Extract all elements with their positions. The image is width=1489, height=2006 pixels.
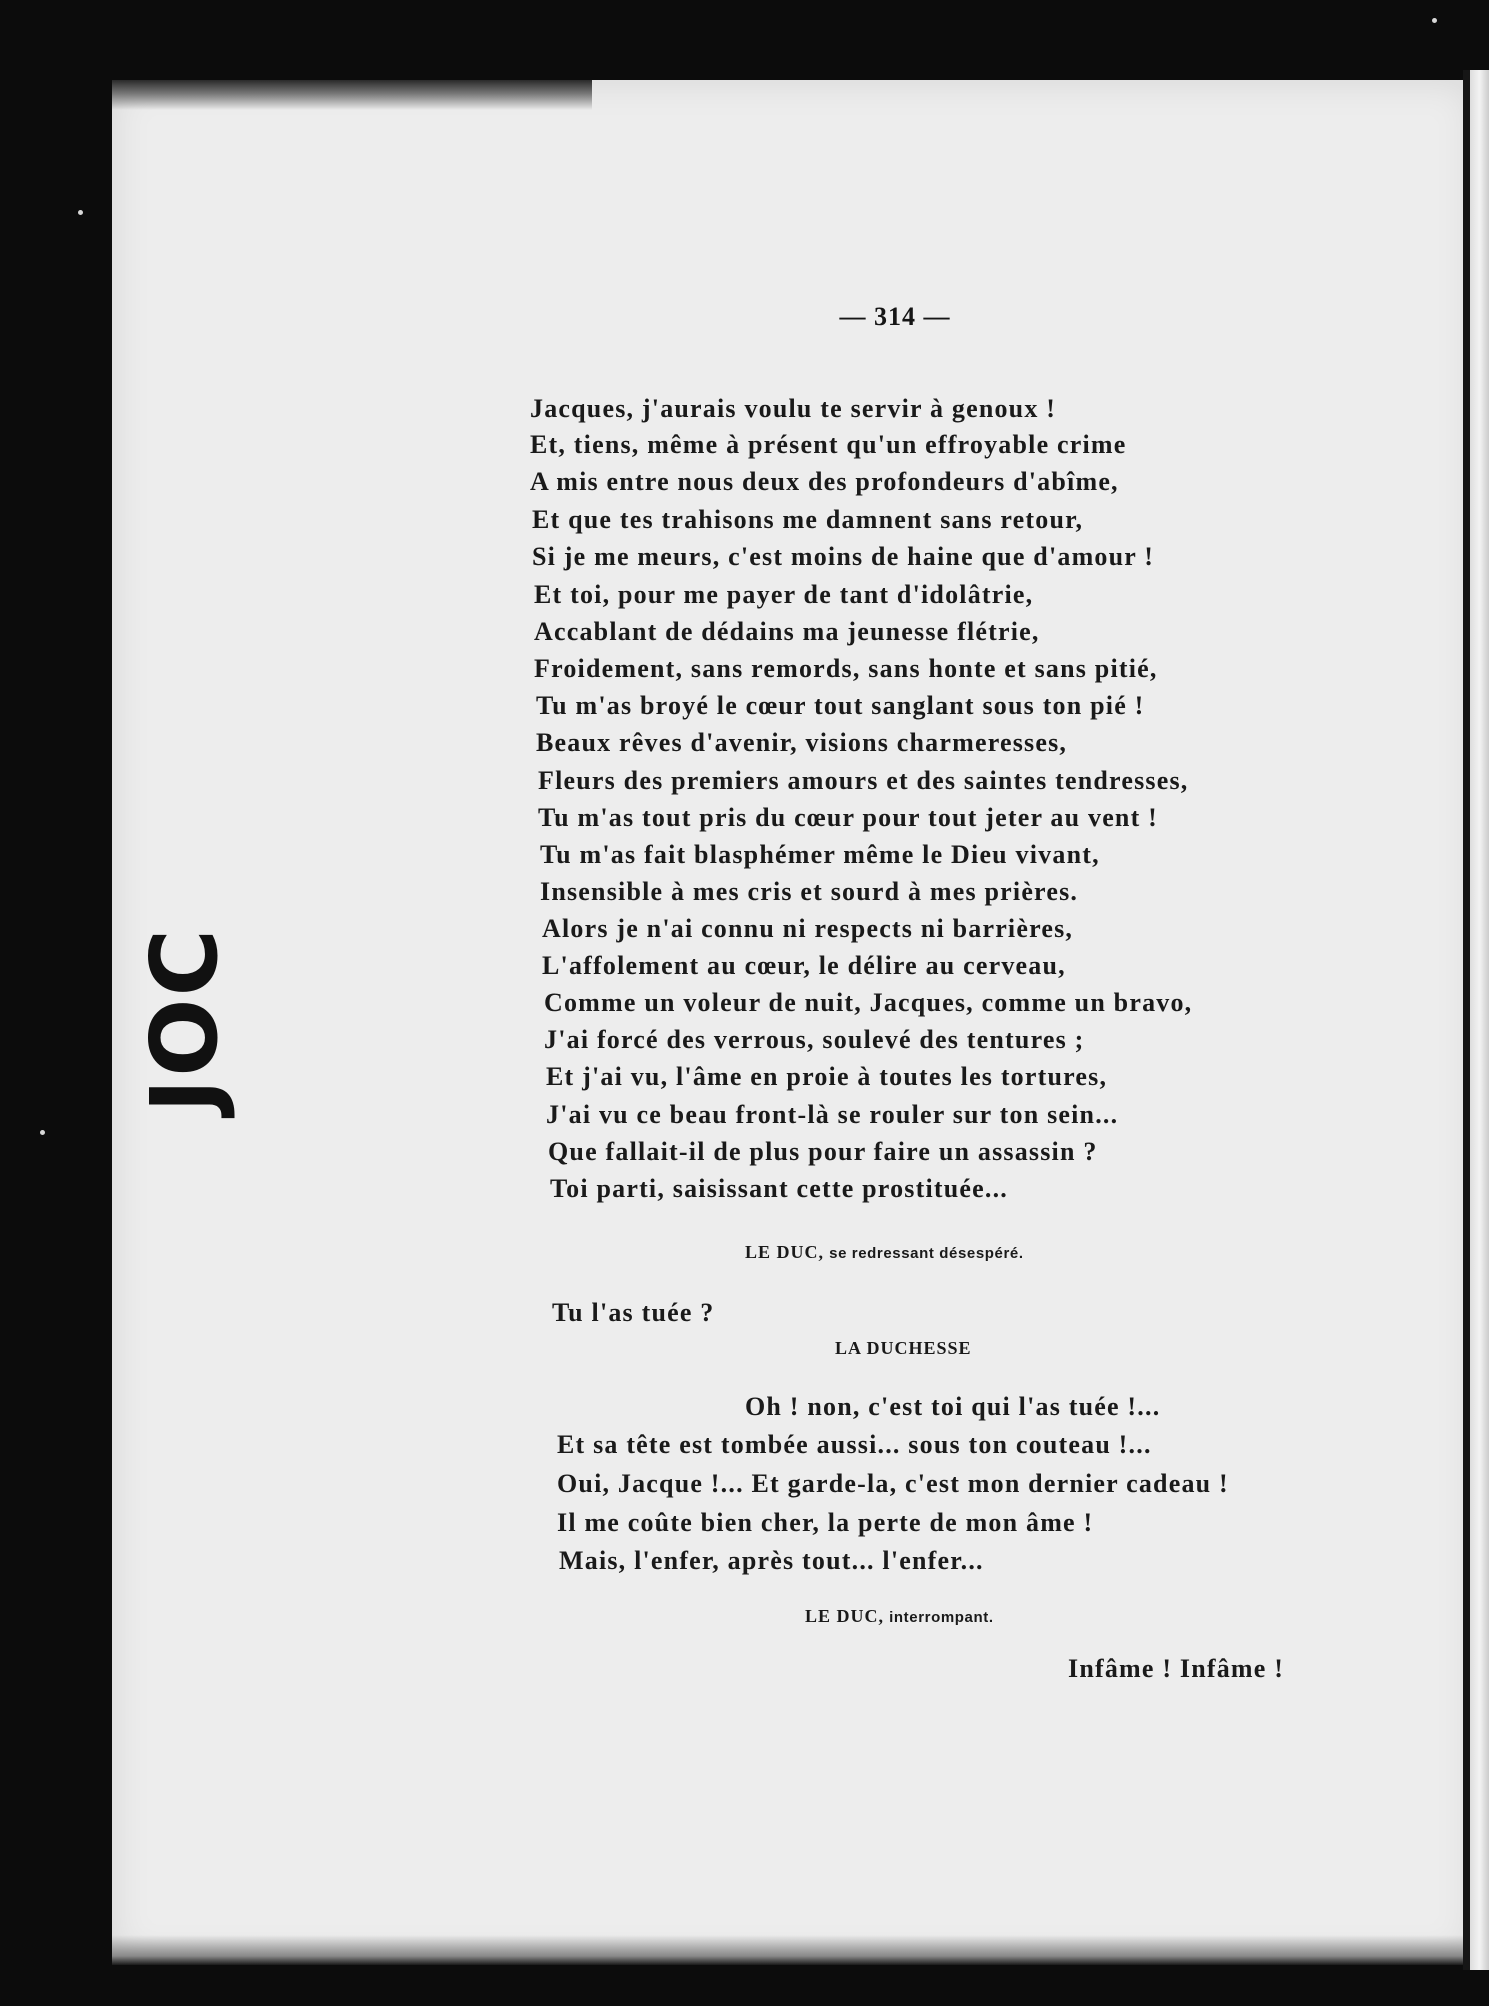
verse-line: Froidement, sans remords, sans honte et sans pitié, — [534, 654, 1158, 683]
speaker-heading — [835, 1338, 972, 1359]
verse-line: J'ai forcé des verrous, soulevé des tentures ; — [544, 1025, 1085, 1054]
speaker-name: LE DUC, — [805, 1606, 885, 1626]
page-bottom-shadow — [112, 1935, 1474, 1965]
verse-line: L'affolement au cœur, le délire au cerveau, — [542, 951, 1066, 980]
verse-line: Et toi, pour me payer de tant d'idolâtrie, — [534, 580, 1034, 609]
dialogue-line: Infâme ! Infâme ! — [1068, 1654, 1285, 1683]
stage-direction-text: interrompant. — [889, 1609, 994, 1626]
stage-direction-text: se redressant désespéré. — [829, 1245, 1024, 1262]
verse-line: Et j'ai vu, l'âme en proie à toutes les tortures, — [546, 1062, 1108, 1091]
dialogue-line: Tu l'as tuée ? — [552, 1298, 715, 1327]
verse-line: Alors je n'ai connu ni respects ni barrières, — [542, 914, 1074, 943]
verse-line: Accablant de dédains ma jeunesse flétrie, — [534, 617, 1040, 646]
verse-line: Comme un voleur de nuit, Jacques, comme un bravo, — [544, 988, 1193, 1017]
page-top-shadow — [112, 80, 592, 110]
dust-speck — [78, 210, 83, 215]
page-right-edge — [1470, 70, 1489, 1970]
verse-line: Mais, l'enfer, après tout... l'enfer... — [559, 1546, 984, 1575]
verse-line: J'ai vu ce beau front-là se rouler sur ton sein... — [546, 1100, 1119, 1129]
verse-line: Il me coûte bien cher, la perte de mon âme ! — [557, 1508, 1094, 1537]
verse-line: Et sa tête est tombée aussi... sous ton couteau !... — [557, 1430, 1152, 1459]
verse-line: Que fallait-il de plus pour faire un assassin ? — [548, 1137, 1098, 1166]
verse-line: Tu m'as broyé le cœur tout sanglant sous ton pié ! — [536, 691, 1145, 720]
verse-line: Oh ! non, c'est toi qui l'as tuée !... — [745, 1392, 1161, 1421]
verse-line: Oui, Jacque !... Et garde-la, c'est mon dernier cadeau ! — [557, 1469, 1229, 1498]
verse-line: Tu m'as fait blasphémer même le Dieu vivant, — [540, 840, 1100, 869]
verse-line: Et que tes trahisons me damnent sans retour, — [532, 505, 1084, 534]
dust-speck — [40, 1130, 45, 1135]
speaker-name: LE DUC, — [745, 1242, 825, 1262]
verse-line: Tu m'as tout pris du cœur pour tout jeter au vent ! — [538, 803, 1159, 832]
verse-line: Et, tiens, même à présent qu'un effroyable crime — [530, 430, 1127, 459]
page-number: — 314 — — [839, 302, 951, 331]
dust-speck — [1432, 18, 1437, 23]
verse-line: Si je me meurs, c'est moins de haine que d'amour ! — [532, 542, 1155, 571]
stage-direction — [805, 1606, 994, 1627]
verse-line: Toi parti, saisissant cette prostituée... — [550, 1174, 1008, 1203]
library-stamp: JOC — [131, 927, 239, 1113]
speaker-name: LA DUCHESSE — [835, 1338, 972, 1358]
verse-line: Beaux rêves d'avenir, visions charmeresses, — [536, 728, 1068, 757]
verse-line: Jacques, j'aurais voulu te servir à genoux ! — [530, 394, 1057, 423]
verse-line: Insensible à mes cris et sourd à mes prières. — [540, 877, 1079, 906]
verse-line: A mis entre nous deux des profondeurs d'abîme, — [530, 467, 1119, 496]
verse-line: Fleurs des premiers amours et des saintes tendresses, — [538, 766, 1189, 795]
stage-direction — [745, 1242, 1024, 1263]
